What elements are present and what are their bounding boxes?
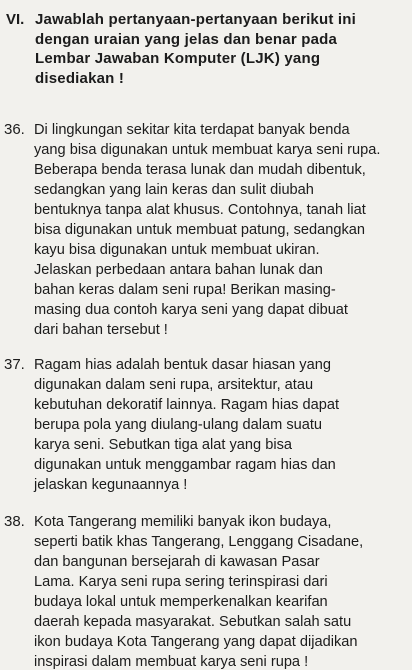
question-number: 37.	[4, 356, 25, 373]
section-number: VI.	[6, 11, 25, 28]
question-number: 36.	[4, 121, 25, 138]
question-text: Di lingkungan sekitar kita terdapat banyak benda yang bisa digunakan untuk membuat karya seni rupa. Beberapa benda terasa lunak dan mudah dibentuk, sedangkan yang lain keras dan sulit diubah bentuknya tanpa alat khusus. Contohnya, tanah liat bisa digunakan untuk membuat patung, sedangkan kayu bisa digunakan untuk membuat ukiran. Jelaskan perbedaan antara bahan lunak dan bahan keras dalam seni rupa! Berikan masing- masing dua contoh karya seni yang dapat dibuat dari bahan tersebut !	[34, 122, 381, 338]
question-37	[4, 355, 408, 495]
section-instruction	[6, 10, 408, 88]
section-instruction-text: Jawablah pertanyaan-pertanyaan berikut ini dengan uraian yang jelas dan benar pada Lembar Jawaban Komputer (LJK) yang disediakan !	[35, 11, 356, 87]
question-text: Ragam hias adalah bentuk dasar hiasan yang digunakan dalam seni rupa, arsitektur, atau kebutuhan dekoratif lainnya. Ragam hias dapat berupa pola yang diulang-ulang dalam suatu karya seni. Sebutkan tiga alat yang bisa digunakan untuk menggambar ragam hias dan jelaskan kegunaannya !	[34, 357, 340, 493]
question-38	[4, 512, 408, 670]
question-number: 38.	[4, 513, 25, 530]
question-text: Kota Tangerang memiliki banyak ikon budaya, seperti batik khas Tangerang, Lenggang Cisadane, dan bangunan bersejarah di kawasan Pasar Lama. Karya seni rupa sering terinspirasi dari budaya lokal untuk memperkenalkan kearifan daerah kepada masyarakat. Sebutkan salah satu ikon budaya Kota Tangerang yang dapat dijadikan inspirasi dalam membuat karya seni rupa !	[34, 514, 364, 670]
question-36	[4, 120, 408, 340]
